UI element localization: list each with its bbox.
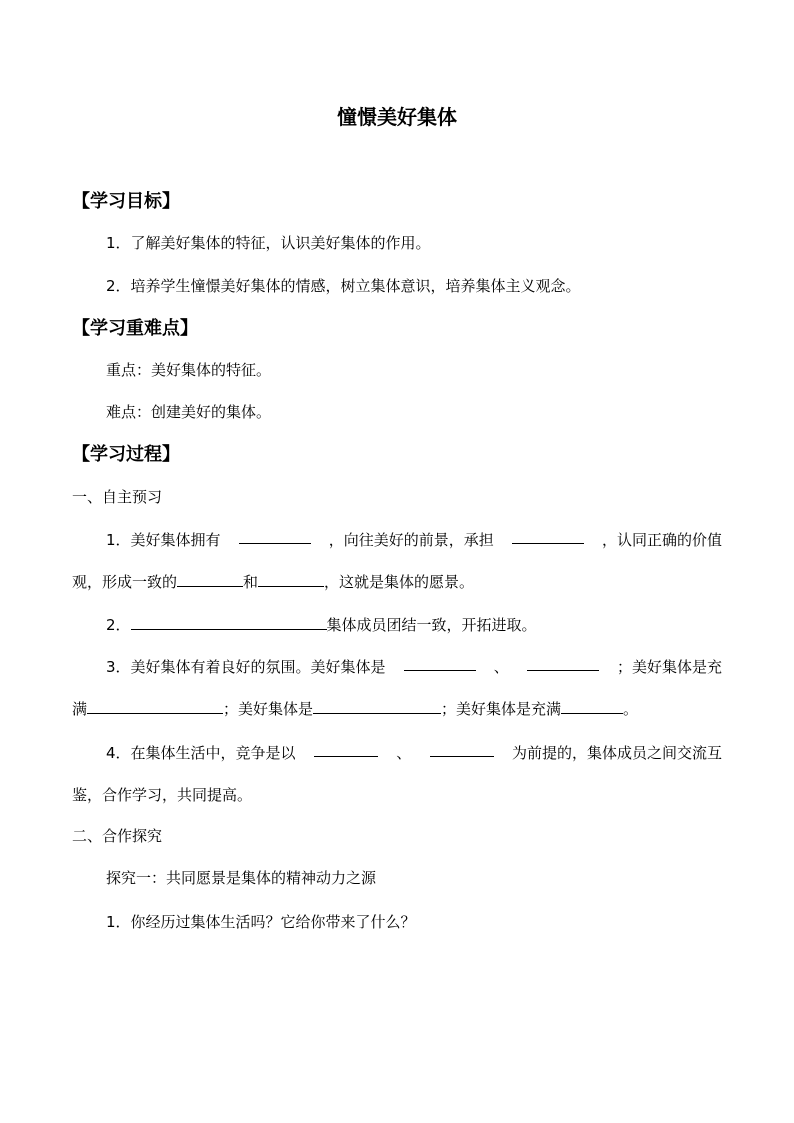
question-3-text-d: 满 xyxy=(72,700,88,718)
question-3-text-g: 。 xyxy=(623,700,639,718)
question-2 xyxy=(106,614,537,636)
question-1-text-d: 观，形成一致的 xyxy=(72,573,178,591)
question-1-line-2 xyxy=(72,571,474,593)
answer-blank[interactable] xyxy=(239,529,311,544)
answer-blank[interactable] xyxy=(258,572,324,587)
question-1-text-a: 1．美好集体拥有 xyxy=(106,531,221,549)
answer-blank[interactable] xyxy=(430,742,494,757)
answer-blank[interactable] xyxy=(404,656,476,671)
question-4-line-2: 鉴，合作学习，共同提高。 xyxy=(72,786,253,804)
page-title: 憧憬美好集体 xyxy=(337,105,457,129)
question-3-text-b: 、 xyxy=(493,658,509,676)
part1-heading: 一、自主预习 xyxy=(72,488,163,506)
answer-blank[interactable] xyxy=(131,615,327,630)
question-3-line-2 xyxy=(72,698,638,720)
explore-1-question-1: 1．你经历过集体生活吗？它给你带来了什么？ xyxy=(106,913,416,931)
process-heading: 【学习过程】 xyxy=(72,444,180,465)
answer-blank[interactable] xyxy=(512,529,584,544)
question-4-line-1 xyxy=(106,742,722,764)
question-1-text-f: ，这就是集体的愿景。 xyxy=(324,573,475,591)
answer-blank[interactable] xyxy=(527,656,599,671)
keypoint-focus: 重点：美好集体的特征。 xyxy=(106,361,272,379)
question-3-text-a: 3．美好集体有着良好的氛围。美好集体是 xyxy=(106,658,386,676)
question-3-text-f: ；美好集体是充满 xyxy=(441,700,562,718)
question-4-text-c: 为前提的，集体成员之间交流互 xyxy=(511,744,722,762)
part2-heading: 二、合作探究 xyxy=(72,827,163,845)
answer-blank[interactable] xyxy=(314,742,378,757)
answer-blank[interactable] xyxy=(177,572,243,587)
answer-blank[interactable] xyxy=(561,699,623,714)
answer-blank[interactable] xyxy=(87,699,223,714)
question-1-line-1 xyxy=(106,529,722,551)
question-4-text-b: 、 xyxy=(396,744,412,762)
question-3-line-1 xyxy=(106,656,722,678)
goal-item-1: 1．了解美好集体的特征，认识美好集体的作用。 xyxy=(106,234,431,252)
keypoint-difficulty: 难点：创建美好的集体。 xyxy=(106,403,272,421)
question-1-text-b: ，向往美好的前景，承担 xyxy=(328,531,494,549)
question-3-text-c: ；美好集体是充 xyxy=(616,658,722,676)
question-2-text-a: 2． xyxy=(106,616,131,634)
question-4-text-a: 4．在集体生活中，竞争是以 xyxy=(106,744,296,762)
answer-blank[interactable] xyxy=(313,699,441,714)
question-1-text-e: 和 xyxy=(243,573,259,591)
explore-1-heading: 探究一：共同愿景是集体的精神动力之源 xyxy=(106,869,377,887)
goals-heading: 【学习目标】 xyxy=(72,191,180,212)
question-3-text-e: ；美好集体是 xyxy=(223,700,314,718)
question-1-text-c: ，认同正确的价值 xyxy=(601,531,722,549)
goal-item-2: 2．培养学生憧憬美好集体的情感，树立集体意识，培养集体主义观念。 xyxy=(106,277,581,295)
keypoints-heading: 【学习重难点】 xyxy=(72,318,198,339)
question-2-text-b: 集体成员团结一致，开拓进取。 xyxy=(326,616,537,634)
